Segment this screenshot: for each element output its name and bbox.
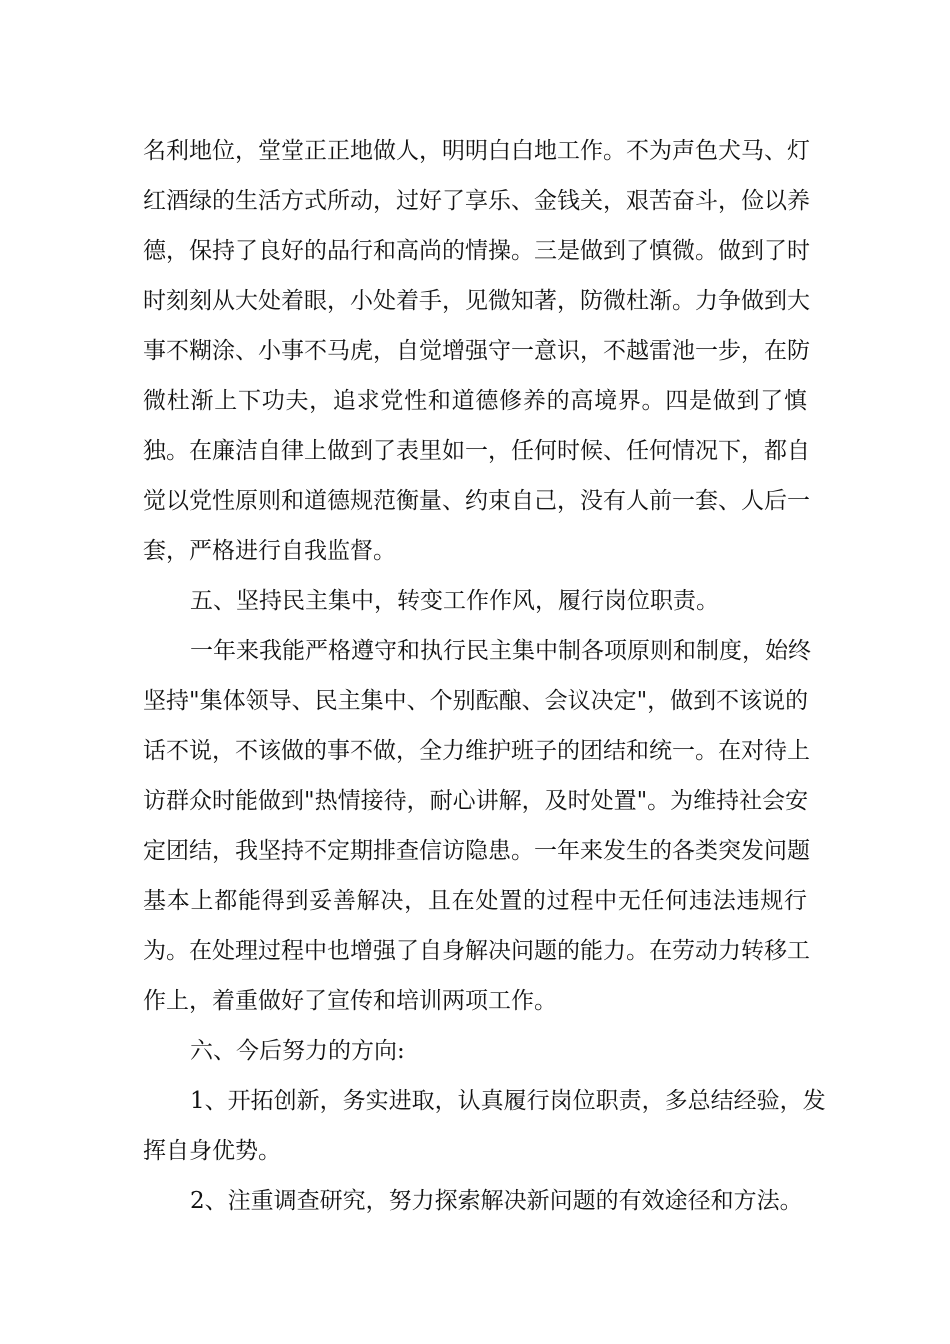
text-line: 挥自身优势。 xyxy=(143,1138,281,1164)
text-line: 觉以党性原则和道德规范衡量、约束自己，没有人前一套、人后一 xyxy=(143,488,810,514)
list-item: 2、注重调查研究，努力探索解决新问题的有效途径和方法。 xyxy=(190,1188,803,1214)
text-line: 为。在处理过程中也增强了自身解决问题的能力。在劳动力转移工 xyxy=(143,938,810,964)
list-item: 1、开拓创新，务实进取，认真履行岗位职责，多总结经验，发 xyxy=(190,1088,826,1114)
text-line: 红酒绿的生活方式所动，过好了享乐、金钱关，艰苦奋斗，俭以养 xyxy=(143,188,810,214)
text-line: 事不糊涂、小事不马虎，自觉增强守一意识，不越雷池一步，在防 xyxy=(143,338,810,364)
text-line: 套，严格进行自我监督。 xyxy=(143,538,396,564)
text-line: 基本上都能得到妥善解决，且在处置的过程中无任何违法违规行 xyxy=(143,888,807,914)
text-line: 独。在廉洁自律上做到了表里如一，任何时候、任何情况下，都自 xyxy=(143,438,810,464)
text-line: 坚持"集体领导、民主集中、个别酝酿、会议决定"，做到不该说的 xyxy=(143,688,809,714)
text-line: 访群众时能做到"热情接待，耐心讲解，及时处置"。为维持社会安 xyxy=(143,788,809,814)
text-line: 时刻刻从大处着眼，小处着手，见微知著，防微杜渐。力争做到大 xyxy=(143,288,810,314)
text-line: 定团结，我坚持不定期排查信访隐患。一年来发生的各类突发问题 xyxy=(143,838,810,864)
section-heading: 六、今后努力的方向: xyxy=(190,1038,405,1064)
text-line: 名利地位，堂堂正正地做人，明明白白地工作。不为声色犬马、灯 xyxy=(143,138,810,164)
section-heading: 五、坚持民主集中，转变工作作风，履行岗位职责。 xyxy=(190,588,719,614)
text-line: 话不说，不该做的事不做，全力维护班子的团结和统一。在对待上 xyxy=(143,738,810,764)
text-line: 微杜渐上下功夫，追求党性和道德修养的高境界。四是做到了慎 xyxy=(143,388,807,414)
text-line: 一年来我能严格遵守和执行民主集中制各项原则和制度，始终 xyxy=(190,638,811,664)
text-line: 德，保持了良好的品行和高尚的情操。三是做到了慎微。做到了时 xyxy=(143,238,810,264)
text-line: 作上，着重做好了宣传和培训两项工作。 xyxy=(143,988,557,1014)
